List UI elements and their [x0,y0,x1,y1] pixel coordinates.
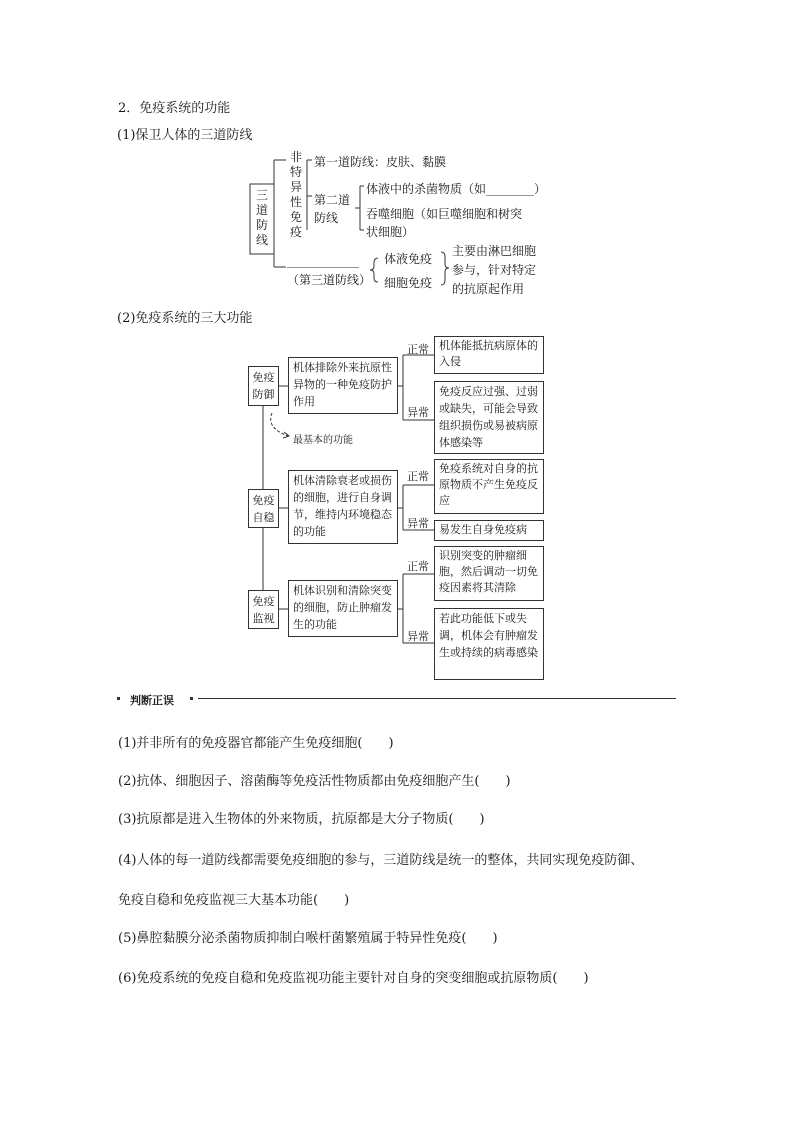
function-name-stability: 免疫自稳 [248,489,279,528]
judge-title: 判断正误 [130,694,174,707]
abnormal-defense: 免疫反应过强、过弱或缺失，可能会导致组织损伤或易被病原体感染等 [434,381,544,454]
section-title: 2．免疫系统的功能 [118,101,231,116]
normal-label-defense: 正常 [407,343,429,356]
judge-item-5: (5)鼻腔黏膜分泌杀菌物质抑制白喉杆菌繁殖属于特异性免疫( ) [118,931,498,946]
part1-heading: (1)保卫人体的三道防线 [117,128,253,143]
normal-surveillance: 识别突变的肿瘤细胞，然后调动一切免疫因素将其清除 [434,546,544,601]
normal-stability: 免疫系统对自身的抗原物质不产生免疫反应 [434,459,544,514]
third-desc-3: 的抗原起作用 [452,282,525,296]
abnormal-stability: 易发生自身免疫病 [434,520,544,541]
second-item-3: 状细胞） [366,225,415,239]
second-item-2: 吞噬细胞（如巨噬细胞和树突 [366,207,523,221]
normal-label-stability: 正常 [407,470,429,483]
third-desc-2: 参与，针对特定 [452,263,537,277]
third-desc-1: 主要由淋巴细胞 [452,244,537,258]
annotation-basic-function: 最基本的功能 [293,435,353,446]
judge-divider [198,698,676,699]
judge-dot-right [190,697,193,700]
first-line: 第一道防线：皮肤、黏膜 [314,155,447,169]
third-line-label: （第三道防线） [287,273,372,287]
part2-heading: (2)免疫系统的三大功能 [117,311,253,326]
judge-item-4b: 免疫自稳和免疫监视三大基本功能( ) [118,893,350,908]
function-name-defense: 免疫防御 [248,366,279,406]
abnormal-label-surveillance: 异常 [407,630,429,643]
nonspecific-label: 非特异性免疫 [289,150,302,239]
third-blank: ____________ [287,254,359,268]
judge-item-2: (2)抗体、细胞因子、溶菌酶等免疫活性物质都由免疫细胞产生( ) [118,774,511,789]
second-item-1: 体液中的杀菌物质（如________） [366,182,547,196]
function-def-surveillance: 机体识别和清除突变的细胞，防止肿瘤发生的功能 [288,580,398,637]
judge-item-4a: (4)人体的每一道防线都需要免疫细胞的参与，三道防线是统一的整体，共同实现免疫防御、 [118,853,644,868]
judge-item-6: (6)免疫系统的免疫自稳和免疫监视功能主要针对自身的突变细胞或抗原物质( ) [118,971,589,986]
normal-defense: 机体能抵抗病原体的入侵 [434,336,544,374]
third-item-cellular: 细胞免疫 [384,276,433,290]
function-name-surveillance: 免疫监视 [248,590,279,629]
second-line-label: 第二道防线 [314,193,351,225]
abnormal-label-defense: 异常 [407,406,429,419]
root-label: 三道防线 [255,188,268,247]
function-def-defense: 机体排除外来抗原性异物的一种免疫防护作用 [288,357,398,414]
judge-item-3: (3)抗原都是进入生物体的外来物质，抗原都是大分子物质( ) [118,812,485,827]
judge-dot-left [117,697,120,700]
judge-item-1: (1)并非所有的免疫器官都能产生免疫细胞( ) [118,736,394,751]
third-item-humoral: 体液免疫 [384,252,433,266]
abnormal-label-stability: 异常 [407,517,429,530]
abnormal-surveillance: 若此功能低下或失调，机体会有肿瘤发生或持续的病毒感染 [434,608,544,680]
function-def-stability: 机体清除衰老或损伤的细胞，进行自身调节，维持内环境稳态的功能 [288,470,398,544]
normal-label-surveillance: 正常 [407,560,429,573]
